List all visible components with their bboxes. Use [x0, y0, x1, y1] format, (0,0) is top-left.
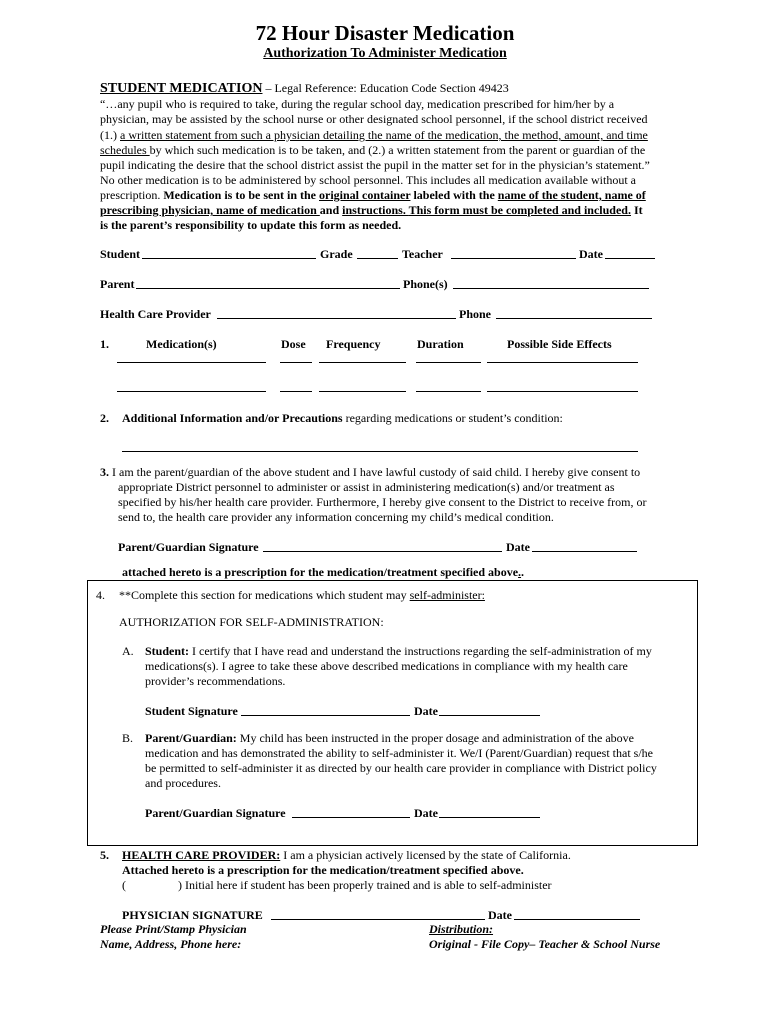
parent-label: Parent — [100, 277, 135, 291]
intro-heading-line — [100, 80, 509, 97]
parent-cert-line-3: be permitted to self-administer it as directed by our health care provider in compliance with District policy — [145, 761, 657, 775]
form-subtitle: Authorization To Administer Medication — [263, 46, 507, 61]
provider-attached-note: Attached hereto is a prescription for the medication/treatment specified above. — [122, 863, 524, 877]
legal-reference: – Legal Reference: Education Code Section 49423 — [262, 81, 509, 95]
physician-signature-date-field[interactable] — [514, 919, 640, 920]
student-signature-date-label: Date — [414, 704, 438, 718]
grade-field[interactable] — [357, 258, 398, 259]
section-4-lead: **Complete this section for medications which student may self-administer: — [119, 588, 485, 602]
student-field[interactable] — [142, 258, 316, 259]
intro-line-4: schedules by which such medication is to be taken, and (2.) a written statement from the parent or guardian of the — [100, 143, 646, 157]
self-admin-parent-signature-field[interactable] — [292, 817, 410, 818]
student-label: Student — [100, 247, 141, 261]
physician-signature-date-label: Date — [488, 908, 512, 922]
section-1-number: 1. — [100, 337, 109, 351]
col-frequency: Frequency — [326, 337, 381, 351]
student-cert-line-3: provider’s recommendations. — [145, 674, 286, 688]
medication-row-2-duration[interactable] — [416, 391, 481, 392]
col-duration: Duration — [417, 337, 464, 351]
medication-row-2-side-effects[interactable] — [487, 391, 638, 392]
initial-open-paren: ( — [122, 878, 126, 892]
initial-instruction: ) Initial here if student has been properly trained and is able to self-administer — [178, 878, 552, 892]
intro-line-8: prescribing physician, name of medication and instructions. This form must be completed and included. It — [100, 203, 643, 217]
self-admin-auth-heading: AUTHORIZATION FOR SELF-ADMINISTRATION: — [119, 615, 384, 629]
attached-prescription-note: attached hereto is a prescription for the medication/treatment specified above.. — [122, 565, 525, 579]
section-4a-label: A. — [122, 644, 134, 658]
medication-row-2-dose[interactable] — [280, 391, 312, 392]
consent-line-2: appropriate District personnel to administer or assist in administering medication(s) and/or treatment as — [118, 480, 615, 494]
col-medication: Medication(s) — [146, 337, 217, 351]
parent-cert-line-1: Parent/Guardian: My child has been instructed in the proper dosage and administration of the above — [145, 731, 635, 745]
medication-row-2-frequency[interactable] — [319, 391, 406, 392]
parent-signature-field[interactable] — [263, 551, 502, 552]
col-side-effects: Possible Side Effects — [507, 337, 612, 351]
section-4-number: 4. — [96, 588, 105, 602]
intro-line-1: “…any pupil who is required to take, during the regular school day, medication prescribed for him/her by a — [100, 97, 615, 111]
intro-line-2: physician, may be assisted by the school nurse or other designated school personnel, if the school district received — [100, 112, 648, 126]
student-signature-label: Student Signature — [145, 704, 238, 718]
student-signature-date-field[interactable] — [439, 715, 540, 716]
physician-signature-field[interactable] — [271, 919, 485, 920]
consent-line-3: specified by his/her health care provider. Furthermore, I hereby give consent to the District to receive from, or — [118, 495, 647, 509]
provider-field[interactable] — [217, 318, 456, 319]
parent-signature-date-label: Date — [506, 540, 530, 554]
parent-field[interactable] — [136, 288, 400, 289]
medication-row-2-name[interactable] — [117, 391, 266, 392]
self-admin-parent-signature-label: Parent/Guardian Signature — [145, 806, 286, 820]
provider-statement: HEALTH CARE PROVIDER: I am a physician actively licensed by the state of California. — [122, 848, 571, 862]
consent-line-4: send to, the health care provider any information concerning my child’s medical condition. — [118, 510, 554, 524]
grade-label: Grade — [320, 247, 353, 261]
student-cert-line-2: medications(s). I agree to take these above described medications in compliance with my health care — [145, 659, 628, 673]
intro-line-3: (1.) a written statement from such a physician detailing the name of the medication, the method, amount, and time — [100, 128, 648, 142]
student-cert-line-1: Student: I certify that I have read and understand the instructions regarding the self-administration of my — [145, 644, 652, 658]
teacher-label: Teacher — [402, 247, 443, 261]
section-4b-label: B. — [122, 731, 134, 745]
parent-signature-date-field[interactable] — [532, 551, 637, 552]
intro-line-7: prescription. Medication is to be sent in the original container labeled with the name of the student, name of — [100, 188, 646, 202]
intro-line-5: pupil indicating the desire that the school district assist the pupil in the matter set for in the physician’s statement.” — [100, 158, 650, 172]
additional-info-field[interactable] — [122, 451, 638, 452]
parent-cert-line-2: medication and has demonstrated the ability to self-administer it. We/I (Parent/Guardian) request that s/he — [145, 746, 653, 760]
parent-cert-line-4: and procedures. — [145, 776, 221, 790]
self-admin-parent-date-label: Date — [414, 806, 438, 820]
stamp-instruction-1: Please Print/Stamp Physician — [100, 922, 247, 936]
medication-row-1-frequency[interactable] — [319, 362, 406, 363]
section-5-number: 5. — [100, 848, 109, 862]
section-3-number: 3. — [100, 465, 109, 479]
section-2-text: Additional Information and/or Precautions regarding medications or student’s condition: — [122, 411, 563, 425]
date-label: Date — [579, 247, 603, 261]
intro-heading: STUDENT MEDICATION — [100, 81, 263, 96]
medication-row-1-dose[interactable] — [280, 362, 312, 363]
phones-field[interactable] — [453, 288, 649, 289]
distribution-label: Distribution: — [429, 922, 494, 936]
intro-line-9: is the parent’s responsibility to update this form as needed. — [100, 218, 402, 232]
student-signature-field[interactable] — [241, 715, 410, 716]
intro-line-6: No other medication is to be administered by school personnel. This includes all medication available without a — [100, 173, 636, 187]
date-field[interactable] — [605, 258, 655, 259]
consent-line-1: I am the parent/guardian of the above student and I have lawful custody of said child. I hereby give consent to — [112, 465, 641, 479]
parent-signature-label: Parent/Guardian Signature — [118, 540, 259, 554]
medication-row-1-side-effects[interactable] — [487, 362, 638, 363]
col-dose: Dose — [281, 337, 306, 351]
stamp-instruction-2: Name, Address, Phone here: — [100, 937, 242, 951]
provider-label: Health Care Provider — [100, 307, 211, 321]
section-2-number: 2. — [100, 411, 109, 425]
distribution-copies: Original - File Copy– Teacher & School Nurse — [429, 937, 661, 951]
form-title: 72 Hour Disaster Medication — [255, 21, 515, 45]
self-admin-parent-date-field[interactable] — [439, 817, 540, 818]
provider-phone-label: Phone — [459, 307, 492, 321]
provider-phone-field[interactable] — [496, 318, 652, 319]
teacher-field[interactable] — [451, 258, 576, 259]
phones-label: Phone(s) — [403, 277, 448, 291]
medication-row-1-duration[interactable] — [416, 362, 481, 363]
medication-row-1-name[interactable] — [117, 362, 266, 363]
physician-signature-label: PHYSICIAN SIGNATURE — [122, 908, 263, 922]
